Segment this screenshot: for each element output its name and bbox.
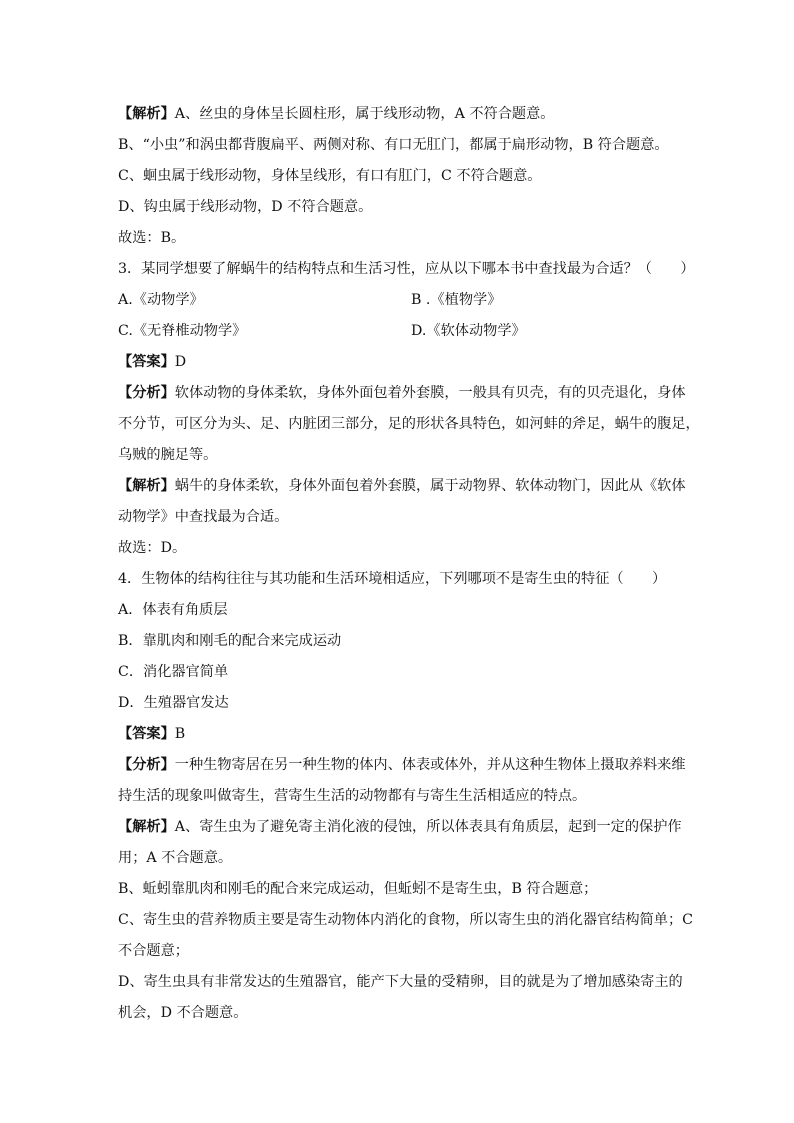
q3-stem: 3．某同学想要了解蜗牛的结构特点和生活习性，应从以下哪本书中查找最为合适？（ ） xyxy=(118,261,695,277)
q2-jiexi-b: B、“小虫”和涡虫都背腹扁平、两侧对称、有口无肛门，都属于扁形动物，B 符合题意。 xyxy=(118,137,669,153)
q3-option-c: C.《无脊椎动物学》 xyxy=(118,323,247,339)
q3-fenxi-line-2: 不分节，可区分为头、足、内脏团三部分，足的形状各具特色，如河蚌的斧足，蜗牛的腹足， xyxy=(118,416,700,432)
q4-option-a: A．体表有角质层 xyxy=(118,602,228,618)
q4-jiexi-line-5: 不合题意； xyxy=(118,943,189,959)
q4-jiexi-line-7: 机会，D 不合题意。 xyxy=(118,1005,248,1021)
q3-fenxi-line-3: 乌贼的腕足等。 xyxy=(118,447,218,463)
q3-jiexi-line-2: 动物学》中查找最为合适。 xyxy=(118,509,289,525)
q3-option-a: A.《动物学》 xyxy=(118,292,204,308)
q2-choice: 故选：B。 xyxy=(118,230,186,246)
q2-jiexi-c: C、蛔虫属于线形动物，身体呈线形，有口有肛门，C 不符合题意。 xyxy=(118,168,542,184)
q4-jiexi-line-4: C、寄生虫的营养物质主要是寄生动物体内消化的食物，所以寄生虫的消化器官结构简单；C xyxy=(118,912,694,928)
q4-option-c: C．消化器官简单 xyxy=(118,664,229,680)
jiexi-tag: 【解析】 xyxy=(118,106,175,122)
q4-fenxi-line-2: 持生活的现象叫做寄生，营寄生生活的动物都有与寄生生活相适应的特点。 xyxy=(118,788,587,804)
q3-options-row-2 xyxy=(118,321,678,341)
q2-jiexi-a: 【解析】A、丝虫的身体呈长圆柱形，属于线形动物，A 不符合题意。 xyxy=(118,106,555,122)
q3-option-b: B .《植物学》 xyxy=(411,292,502,308)
q4-jiexi-line-3: B、蚯蚓靠肌肉和刚毛的配合来完成运动，但蚯蚓不是寄生虫，B 符合题意； xyxy=(118,881,598,897)
q3-jiexi-line-1: 【解析】蜗牛的身体柔软，身体外面包着外套膜，属于动物界、软体动物门，因此从《软体 xyxy=(118,478,686,494)
q3-options-row-1 xyxy=(118,290,678,310)
q4-option-b: B．靠肌肉和刚毛的配合来完成运动 xyxy=(118,633,342,649)
q4-stem: 4．生物体的结构往往与其功能和生活环境相适应，下列哪项不是寄生虫的特征（ ） xyxy=(118,571,667,587)
q4-jiexi-line-6: D、寄生虫具有非常发达的生殖器官，能产下大量的受精卵，目的就是为了增加感染寄主的 xyxy=(118,974,683,990)
q3-fenxi-line-1: 【分析】软体动物的身体柔软，身体外面包着外套膜，一般具有贝壳，有的贝壳退化，身体 xyxy=(118,385,686,401)
q3-option-d: D.《软体动物学》 xyxy=(411,323,526,339)
q3-answer: 【答案】D xyxy=(118,354,187,370)
q2-jiexi-d: D、钩虫属于线形动物，D 不符合题意。 xyxy=(118,199,373,215)
q4-jiexi-line-1: 【解析】A、寄生虫为了避免寄主消化液的侵蚀，所以体表具有角质层，起到一定的保护作 xyxy=(118,819,682,835)
q4-option-d: D．生殖器官发达 xyxy=(118,695,229,711)
q3-choice: 故选：D。 xyxy=(118,540,187,556)
q4-fenxi-line-1: 【分析】一种生物寄居在另一种生物的体内、体表或体外，并从这种生物体上摄取养料来维 xyxy=(118,757,686,773)
q4-answer: 【答案】B xyxy=(118,726,186,742)
q4-jiexi-line-2: 用；A 不合题意。 xyxy=(118,850,233,866)
